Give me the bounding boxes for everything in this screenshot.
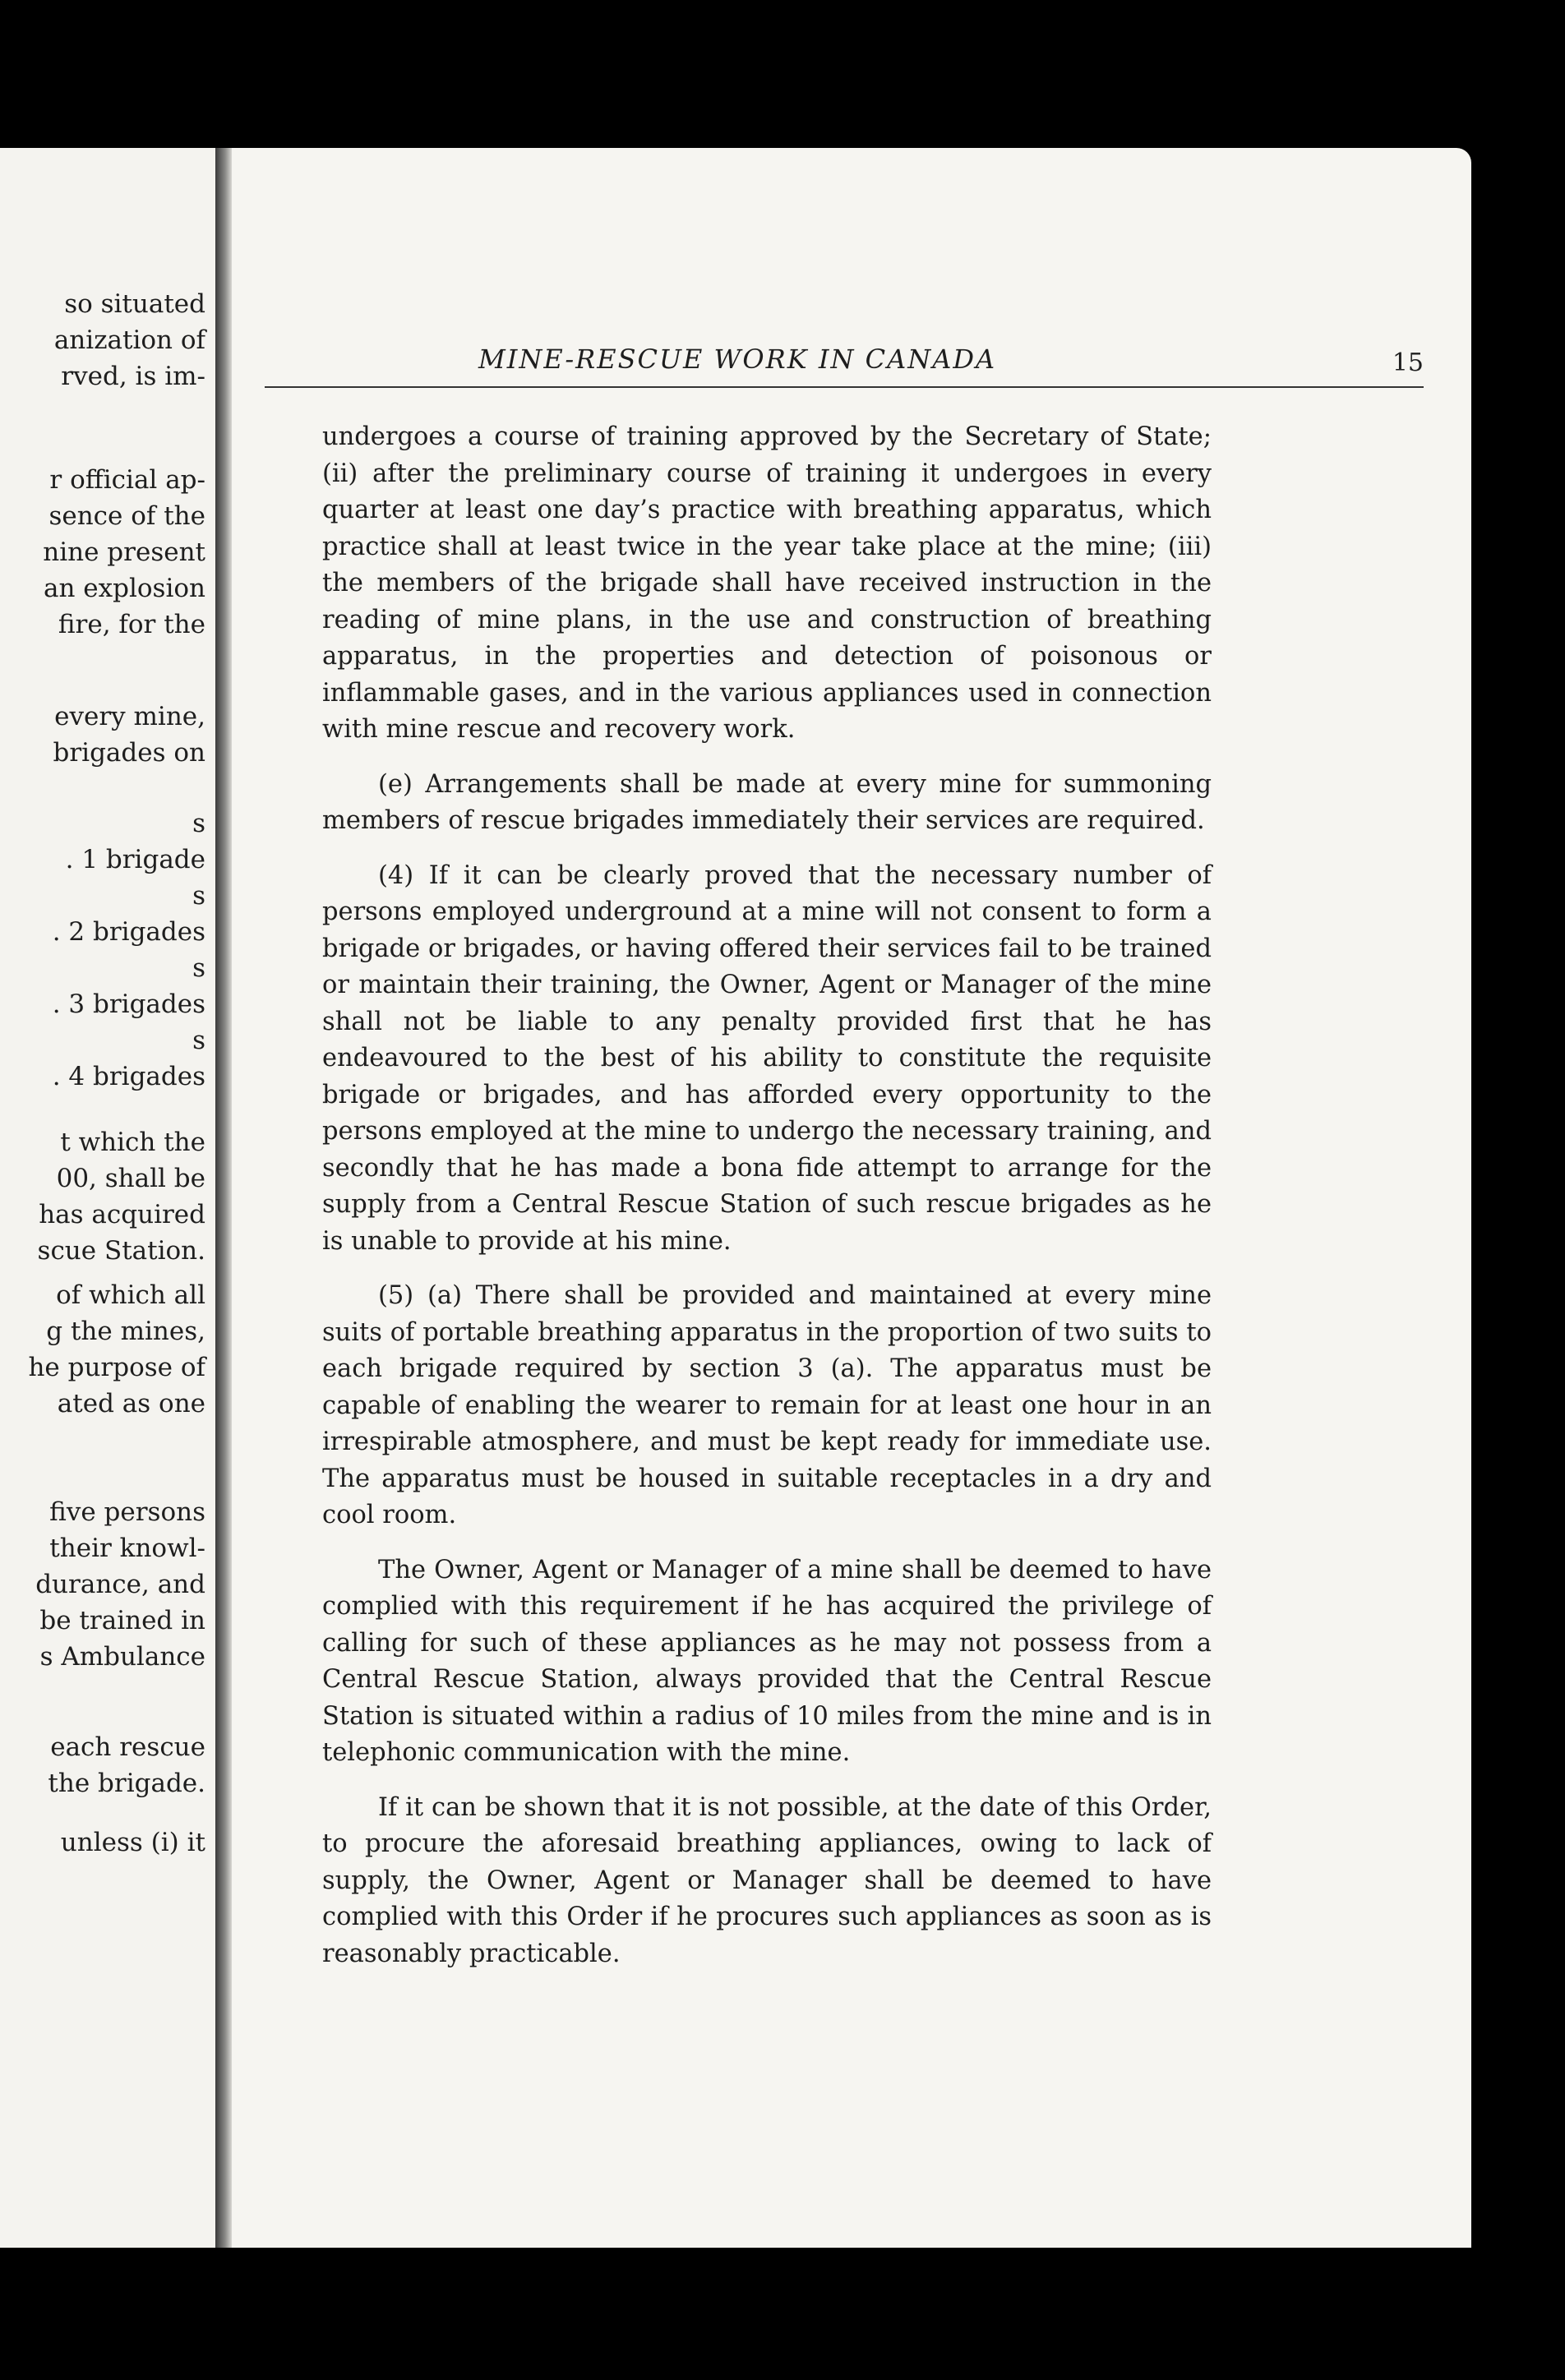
left-page-line-fragment: every mine, (54, 702, 205, 731)
left-page-line-fragment: . 1 brigade (65, 845, 205, 874)
left-page-line-fragment: nine present (43, 537, 205, 567)
left-page-line-fragment: s (192, 1026, 205, 1055)
left-page-line-fragment: five persons (49, 1497, 205, 1527)
paragraph: undergoes a course of training approved by the Secretary of State; (ii) after the preliminary course of training it undergoes in every quarter at least one day’s practice with breathing apparatus, which practice shall at least twice in the year take place at the mine; (iii) the members of the brigade shall have received instruction in the reading of mine plans, in the use and construction of breathing apparatus, in the properties and detection of poisonous or inflammable gases, and in the various appliances used in connection with mine rescue and recovery work. (322, 422, 1212, 744)
left-page-line-fragment: brigades on (53, 738, 205, 768)
left-page-line-fragment: so situated (64, 289, 205, 319)
left-page-line-fragment: of which all (56, 1280, 205, 1310)
left-page-line-fragment: their knowl- (49, 1534, 205, 1563)
page-header (265, 337, 1424, 388)
left-page-line-fragment: durance, and (35, 1570, 205, 1599)
paragraph: (e) Arrangements shall be made at every mine for summoning members of rescue brigades immediately their services are required. (322, 769, 1212, 835)
running-head: MINE-RESCUE WORK IN CANADA (478, 344, 997, 375)
paragraph: (4) If it can be clearly proved that the necessary number of persons employed underground at a mine will not consent to form a brigade or brigades, or having offered their services fail to be trained or maintain their training, the Owner, Agent or Manager of the mine shall not be liable to any penalty provided first that he has endeavoured to the best of his ability to constitute the requisite brigade or brigades, and has afforded every opportunity to the persons employed at the mine to undergo the necessary training, and secondly that he has made a bona fide attempt to arrange for the supply from a Central Rescue Station of such rescue brigades as he is unable to provide at his mine. (322, 860, 1212, 1256)
left-page-line-fragment: each rescue (50, 1732, 205, 1762)
left-page-line-fragment: be trained in (39, 1606, 205, 1635)
page-number: 15 (1392, 348, 1424, 377)
left-page-line-fragment: g the mines, (46, 1317, 205, 1346)
left-page-line-fragment: 00, shall be (56, 1164, 205, 1193)
left-page-line-fragment: he purpose of (28, 1353, 205, 1382)
left-page-line-fragment: . 2 brigades (52, 917, 205, 947)
paragraph: If it can be shown that it is not possible, at the date of this Order, to procure the aforesaid breathing appliances, owing to lack of supply, the Owner, Agent or Manager shall be deemed to have complied with this Order if he procures such appliances as soon as is reasonably practicable. (322, 1792, 1212, 1968)
left-page (0, 148, 215, 2248)
left-page-line-fragment: anization of (53, 325, 205, 355)
left-page-line-fragment: . 3 brigades (52, 989, 205, 1019)
left-page-line-fragment: s (192, 953, 205, 983)
left-page-line-fragment: t which the (60, 1128, 205, 1157)
left-page-line-fragment: has acquired (39, 1200, 205, 1229)
left-page-line-fragment: s (192, 809, 205, 838)
left-page-line-fragment: s (192, 881, 205, 911)
left-page-line-fragment: unless (i) it (60, 1828, 205, 1857)
left-page-line-fragment: rved, is im- (61, 362, 205, 391)
paragraph: The Owner, Agent or Manager of a mine shall be deemed to have complied with this requirement if he has acquired the privilege of calling for such of these appliances as he may not possess from a Central Rescue Station, always provided that the Central Rescue Station is situated within a radius of 10 miles from the mine and is in telephonic communication with the mine. (322, 1555, 1212, 1767)
left-page-line-fragment: the brigade. (48, 1769, 205, 1798)
left-page-line-fragment: fire, for the (58, 610, 205, 639)
left-page-line-fragment: r official ap- (49, 465, 205, 495)
body-text (322, 419, 1212, 1990)
left-page-line-fragment: an explosion (43, 574, 205, 603)
left-page-line-fragment: . 4 brigades (52, 1062, 205, 1091)
paragraph: (5) (a) There shall be provided and maintained at every mine suits of portable breathing apparatus in the proportion of two suits to each brigade required by section 3 (a). The apparatus must be capable of enabling the wearer to remain for at least one hour in an irrespirable atmosphere, and must be kept ready for immediate use. The apparatus must be housed in suitable receptacles in a dry and cool room. (322, 1281, 1212, 1529)
right-page (232, 148, 1471, 2248)
left-page-line-fragment: s Ambulance (39, 1642, 205, 1672)
left-page-line-fragment: scue Station. (37, 1236, 205, 1266)
left-page-line-fragment: sence of the (48, 501, 205, 531)
book-gutter (215, 148, 232, 2248)
left-page-line-fragment: ated as one (57, 1389, 205, 1418)
